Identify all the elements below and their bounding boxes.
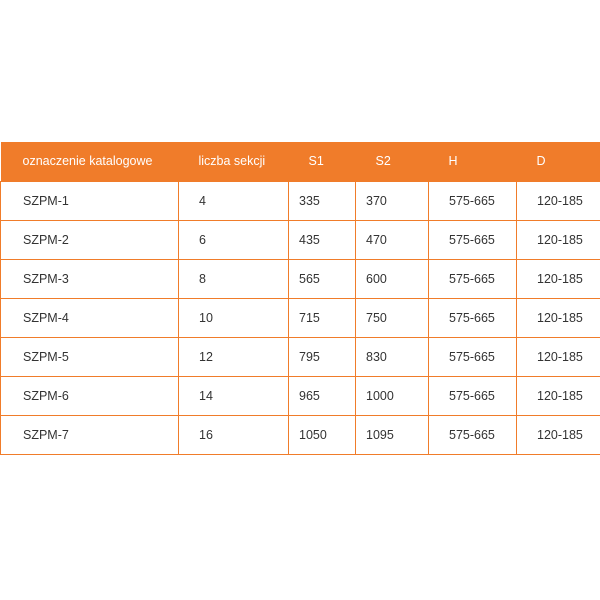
- column-header-s1: S1: [308, 154, 324, 169]
- cell-h: 575-665: [429, 259, 517, 298]
- cell-oznaczenie: SZPM-7: [1, 415, 179, 454]
- table-row: [1, 337, 600, 376]
- cell-s1: 565: [289, 259, 356, 298]
- cell-liczba-sekcji: 12: [179, 337, 289, 376]
- cell-s1: 715: [289, 298, 356, 337]
- cell-s1: 435: [289, 220, 356, 259]
- cell-s2: 370: [356, 181, 429, 220]
- cell-liczba-sekcji: 14: [179, 376, 289, 415]
- table-row: [1, 181, 600, 220]
- cell-h: 575-665: [429, 298, 517, 337]
- cell-liczba-sekcji: 8: [179, 259, 289, 298]
- cell-liczba-sekcji: 10: [179, 298, 289, 337]
- cell-s2: 750: [356, 298, 429, 337]
- column-header-h: H: [448, 154, 458, 169]
- cell-s2: 830: [356, 337, 429, 376]
- cell-s1: 1050: [289, 415, 356, 454]
- cell-d: 120-185: [517, 337, 600, 376]
- column-header-d: D: [536, 154, 546, 169]
- cell-oznaczenie: SZPM-1: [1, 181, 179, 220]
- cell-oznaczenie: SZPM-6: [1, 376, 179, 415]
- spec-table: [0, 142, 600, 455]
- table-header-row: [1, 142, 600, 181]
- cell-oznaczenie: SZPM-3: [1, 259, 179, 298]
- cell-h: 575-665: [429, 220, 517, 259]
- cell-h: 575-665: [429, 415, 517, 454]
- table-row: [1, 376, 600, 415]
- table-row: [1, 220, 600, 259]
- cell-d: 120-185: [517, 181, 600, 220]
- cell-d: 120-185: [517, 259, 600, 298]
- column-header-s2: S2: [375, 154, 391, 169]
- cell-h: 575-665: [429, 181, 517, 220]
- cell-s2: 1000: [356, 376, 429, 415]
- cell-s2: 600: [356, 259, 429, 298]
- cell-h: 575-665: [429, 376, 517, 415]
- cell-liczba-sekcji: 4: [179, 181, 289, 220]
- spec-table-container: [0, 142, 600, 455]
- cell-liczba-sekcji: 16: [179, 415, 289, 454]
- cell-s2: 1095: [356, 415, 429, 454]
- column-header-oznaczenie: oznaczenie katalogowe: [22, 154, 153, 169]
- cell-oznaczenie: SZPM-2: [1, 220, 179, 259]
- column-header-liczba-sekcji: liczba sekcji: [198, 154, 266, 169]
- cell-s1: 795: [289, 337, 356, 376]
- cell-liczba-sekcji: 6: [179, 220, 289, 259]
- cell-d: 120-185: [517, 298, 600, 337]
- table-row: [1, 415, 600, 454]
- cell-h: 575-665: [429, 337, 517, 376]
- cell-d: 120-185: [517, 415, 600, 454]
- cell-d: 120-185: [517, 220, 600, 259]
- cell-s1: 965: [289, 376, 356, 415]
- table-row: [1, 298, 600, 337]
- cell-oznaczenie: SZPM-4: [1, 298, 179, 337]
- cell-d: 120-185: [517, 376, 600, 415]
- cell-oznaczenie: SZPM-5: [1, 337, 179, 376]
- table-row: [1, 259, 600, 298]
- cell-s1: 335: [289, 181, 356, 220]
- cell-s2: 470: [356, 220, 429, 259]
